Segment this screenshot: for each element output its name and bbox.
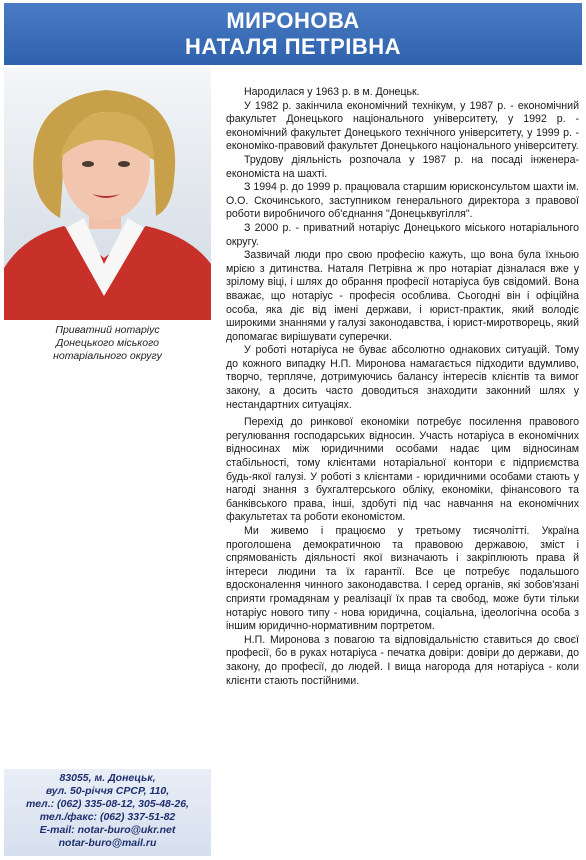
given-name-heading: НАТАЛЯ ПЕТРІВНА [184,34,402,59]
email-link[interactable]: notar-buro@mail.ru [58,837,157,849]
caption-line: нотаріального округу [53,350,162,362]
paragraph: Н.П. Миронова з повагою та відповідальністю ставиться до своєї професії, бо в руках нотаріуса - печатка довіри: довіри до держави, до закону, до професії, до людей. І вища нагорода для нотаріуса - коли клієнти стають постійними. [226,633,579,687]
surname-heading: МИРОНОВА [226,8,360,33]
paragraph: З 1994 р. до 1999 р. працювала старшим юрисконсультом шахти ім. О.О. Скочинського, заступником генерального директора з правової роботи виробничого об'єднання "Донецьквугілля". [226,181,579,221]
phone-line: тел.: (062) 335-08-12, 305-48-26, [26,798,189,810]
caption-line: Донецького міського [56,337,159,349]
paragraph: Народилася у 1963 р. в м. Донецьк. [244,86,420,98]
paragraph: Перехід до ринкової економіки потребує посилення правового регулювання господарських відносин. Участь нотаріуса в економічних відносинах між юридичними особами надає цим відносинам стабільності, тому клієнтами нотаріальної контори є підприємства будь-якої галузі. У роботі з клієнтами - юридичними особами стають у нагоді знання з бухгалтерського обліку, економіки, фінансового та банківського права, інші, здобуті під час навчання на економічних факультетах та роботи економістом. [226,416,579,524]
paragraph: Трудову діяльність розпочала у 1987 р. на посаді інженера-економіста на шахті. [226,153,579,180]
fax-line: тел./факс: (062) 337-51-82 [39,811,176,823]
paragraph: Ми живемо і працюємо у третьому тисячолітті. Україна проголошена демократичною та правовою державою, зміст і спрямованість діяльності якої визначають і закріплюють права й інтереси людини та їх гарантії. Все це потребує подальшого вдосконалення чинного законодавства. І серед органів, які зобов'язані сприяти громадянам у реалізації їх прав та свобод, може бути тільки нотаріус нового типу - нова юридична, соціальна, ідеологічна особа з іншим юридично-нормативним портретом. [226,525,579,633]
address-line: 83055, м. Донецьк, [59,772,156,784]
paragraph: У 1982 р. закінчила економічний технікум, у 1987 р. - економічний факультет Донецького національного університету, у 1992 р. - економічний факультет Донецького технічного університету, у 1999 р. - економіко-правовий факультет Донецького національного університету. [226,99,579,153]
page-header [4,3,582,65]
biography-text [226,86,579,688]
email-link[interactable]: E-mail: notar-buro@ukr.net [39,824,176,836]
address-line: вул. 50-річчя СРСР, 110, [45,785,170,797]
paragraph: Зазвичай люди про свою професію кажуть, що вона була їхньою мрією з дитинства. Наталя Петрівна ж про нотаріат дізналася вже у зрілому віці, і шлях до обрання професії нотаріуса був свідомий. Вона вважає, що нотаріус - професія особлива. Сьогодні він і офіційна особа, яка діє від імені держави, і юрист-практик, який володіє широкими знаннями у галузі законодавства, і юрист-миротворець, який допомагає вирішувати суперечки. [226,249,579,343]
caption-line: Приватний нотаріус [55,324,160,336]
contact-box [4,769,211,856]
portrait-caption [4,324,211,363]
paragraph: У роботі нотаріуса не буває абсолютно однакових ситуацій. Тому до кожного випадку Н.П. Миронова намагається підходити вдумливо, творчо, терпляче, дотримуючись балансу інтересів клієнтів та вимог закону, а досить часто доводиться знаходити законний шлях у нестандартних ситуаціях. [226,344,579,411]
paragraph: З 2000 р. - приватний нотаріус Донецького міського нотаріального округу. [226,221,579,248]
portrait-photo [4,68,211,320]
portrait-illustration [4,68,211,320]
